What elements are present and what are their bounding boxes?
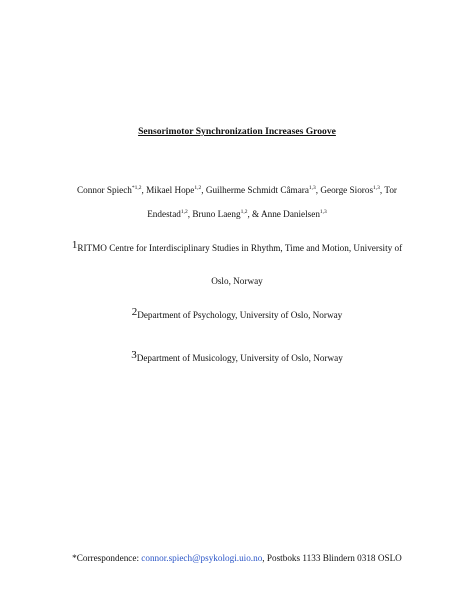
author-name-first-part: Tor bbox=[384, 185, 397, 195]
affiliation-text: Department of Musicology, University of Oslo, Norway bbox=[136, 353, 343, 363]
affiliation-2 bbox=[0, 306, 474, 320]
author-name: Mikael Hope bbox=[146, 185, 195, 195]
author-affiliation-marker: 1,2 bbox=[194, 185, 202, 191]
author-affiliation-marker: 1,2 bbox=[180, 209, 188, 215]
author-name-last-part: Endestad bbox=[147, 209, 181, 219]
affiliation-1-line-2: Oslo, Norway bbox=[211, 276, 263, 286]
author-separator: , bbox=[187, 209, 193, 219]
author-line-1 bbox=[0, 185, 474, 195]
affiliation-1-line-1 bbox=[0, 239, 474, 253]
author-affiliation-marker: 1,3 bbox=[319, 209, 327, 215]
author-affiliation-marker: 1,2 bbox=[240, 209, 248, 215]
correspondence-email-link[interactable]: connor.spiech@psykologi.uio.no bbox=[141, 553, 263, 563]
author-affiliation-marker: 1,3 bbox=[373, 185, 380, 191]
author-affiliation-marker: *1,2 bbox=[131, 185, 142, 191]
author-name: Connor Spiech bbox=[77, 185, 132, 195]
affiliation-text: Department of Psychology, University of Oslo, Norway bbox=[137, 310, 343, 320]
correspondence-line bbox=[0, 553, 474, 563]
paper-title: Sensorimotor Synchronization Increases Groove bbox=[138, 126, 336, 137]
affiliation-number: 2 bbox=[131, 306, 138, 318]
author-name: Anne Danielsen bbox=[260, 209, 320, 219]
author-separator: , bbox=[201, 185, 206, 195]
author-separator: , bbox=[315, 185, 321, 195]
author-name: George Sioros bbox=[320, 185, 374, 195]
author-name: Bruno Laeng bbox=[192, 209, 241, 219]
author-line-2 bbox=[0, 209, 474, 219]
author-affiliation-marker: 1,3 bbox=[308, 185, 316, 191]
affiliation-text: RITMO Centre for Interdisciplinary Studies in Rhythm, Time and Motion, University of bbox=[77, 243, 403, 253]
affiliation-number: 3 bbox=[131, 349, 137, 361]
correspondence-label: *Correspondence: bbox=[72, 553, 142, 563]
author-separator: , & bbox=[247, 209, 261, 219]
affiliation-number: 1 bbox=[71, 239, 78, 251]
correspondence-address: , Postboks 1133 Blindern 0318 OSLO bbox=[262, 553, 402, 563]
author-separator: , bbox=[379, 185, 385, 195]
author-name: Guilherme Schmidt Câmara bbox=[205, 185, 309, 195]
affiliation-3 bbox=[0, 349, 474, 363]
author-separator: , bbox=[141, 185, 147, 195]
